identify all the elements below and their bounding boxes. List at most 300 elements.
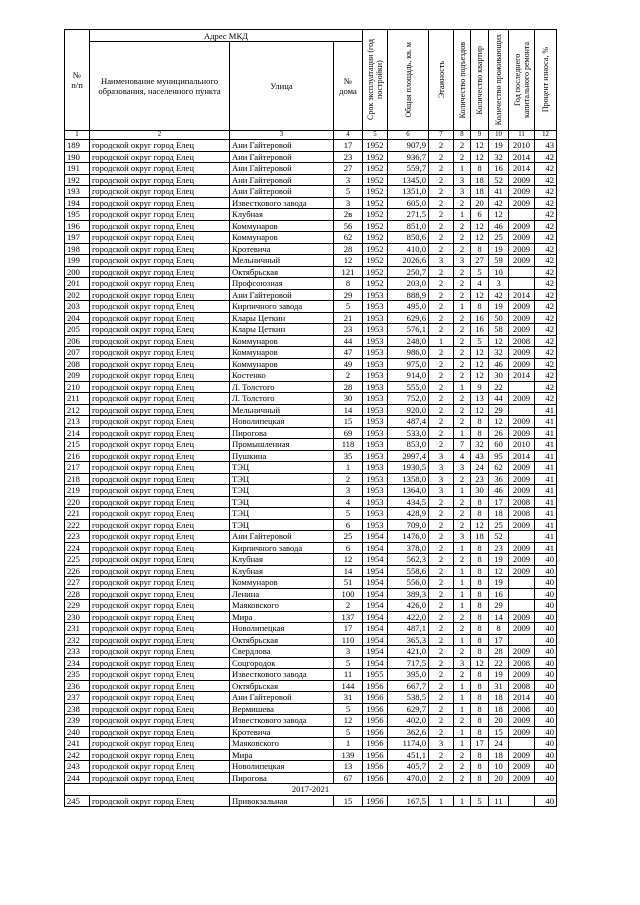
row-num-cell: 216 <box>65 450 90 462</box>
residents-cell: 19 <box>489 243 509 255</box>
year-cell: 1954 <box>363 634 388 646</box>
house-cell: 14 <box>334 565 363 577</box>
repair-year-cell: 2009 <box>509 393 535 405</box>
entrances-cell: 1 <box>454 600 471 612</box>
house-cell: 12 <box>334 715 363 727</box>
area-cell: 250,7 <box>388 266 429 278</box>
municipality-cell: городской округ город Елец <box>90 600 230 612</box>
area-cell: 605,0 <box>388 197 429 209</box>
house-cell: 5 <box>334 703 363 715</box>
area-cell: 487,4 <box>388 416 429 428</box>
repair-year-cell <box>509 404 535 416</box>
wear-percent-cell: 42 <box>535 347 557 359</box>
year-cell: 1952 <box>363 151 388 163</box>
house-cell: 67 <box>334 772 363 784</box>
entrances-cell: 1 <box>454 692 471 704</box>
repair-year-cell: 2014 <box>509 692 535 704</box>
house-cell: 35 <box>334 450 363 462</box>
municipality-cell: городской округ город Елец <box>90 416 230 428</box>
floors-cell: 2 <box>429 772 454 784</box>
table-row <box>65 163 557 175</box>
house-cell: 13 <box>334 761 363 773</box>
municipality-cell: городской округ город Елец <box>90 738 230 750</box>
area-cell: 717,5 <box>388 657 429 669</box>
entrances-cell: 2 <box>454 335 471 347</box>
residents-cell: 3 <box>489 278 509 290</box>
street-cell: Коммунаров <box>230 577 334 589</box>
repair-year-cell: 2010 <box>509 439 535 451</box>
wear-percent-cell: 42 <box>535 393 557 405</box>
area-cell: 986,0 <box>388 347 429 359</box>
wear-percent-cell: 42 <box>535 266 557 278</box>
col-residents-header: Количество проживающих <box>489 30 509 131</box>
year-cell: 1953 <box>363 508 388 520</box>
wear-percent-cell: 40 <box>535 646 557 658</box>
table-row <box>65 186 557 198</box>
floors-cell: 2 <box>429 634 454 646</box>
residents-cell: 32 <box>489 347 509 359</box>
municipality-cell: городской округ город Елец <box>90 795 230 807</box>
wear-percent-cell: 41 <box>535 531 557 543</box>
residents-cell: 12 <box>489 209 509 221</box>
entrances-cell: 2 <box>454 370 471 382</box>
apartments-cell: 17 <box>471 738 489 750</box>
apartments-cell: 8 <box>471 634 489 646</box>
table-row <box>65 266 557 278</box>
wear-percent-cell: 43 <box>535 140 557 152</box>
repair-year-cell: 2009 <box>509 542 535 554</box>
column-number: 7 <box>429 131 454 140</box>
row-num-cell: 195 <box>65 209 90 221</box>
apartments-cell: 16 <box>471 312 489 324</box>
year-cell: 1956 <box>363 715 388 727</box>
row-num-cell: 233 <box>65 646 90 658</box>
entrances-cell: 1 <box>454 634 471 646</box>
apartments-cell: 24 <box>471 462 489 474</box>
entrances-cell: 2 <box>454 140 471 152</box>
floors-cell: 2 <box>429 174 454 186</box>
residents-cell: 19 <box>489 577 509 589</box>
floors-cell: 2 <box>429 404 454 416</box>
house-cell: 5 <box>334 186 363 198</box>
street-cell: Октябрьская <box>230 680 334 692</box>
apartments-cell: 8 <box>471 669 489 681</box>
residents-cell: 25 <box>489 232 509 244</box>
street-cell: Клары Цеткин <box>230 324 334 336</box>
apartments-cell: 18 <box>471 531 489 543</box>
area-cell: 975,0 <box>388 358 429 370</box>
repair-year-cell: 2014 <box>509 151 535 163</box>
municipality-cell: городской округ город Елец <box>90 508 230 520</box>
floors-cell: 2 <box>429 588 454 600</box>
area-cell: 559,7 <box>388 163 429 175</box>
table-row <box>65 312 557 324</box>
col-area-header: Общая площадь, кв. м <box>388 30 429 131</box>
repair-year-cell <box>509 600 535 612</box>
area-cell: 1364,0 <box>388 485 429 497</box>
row-num-cell: 235 <box>65 669 90 681</box>
house-cell: 17 <box>334 623 363 635</box>
area-cell: 167,5 <box>388 795 429 807</box>
row-num-cell: 217 <box>65 462 90 474</box>
row-num-cell: 237 <box>65 692 90 704</box>
floors-cell: 2 <box>429 243 454 255</box>
floors-cell: 2 <box>429 726 454 738</box>
apartments-cell: 12 <box>471 220 489 232</box>
entrances-cell: 2 <box>454 715 471 727</box>
year-cell: 1952 <box>363 278 388 290</box>
house-cell: 28 <box>334 381 363 393</box>
column-number: 2 <box>90 131 230 140</box>
entrances-cell: 2 <box>454 772 471 784</box>
area-cell: 422,0 <box>388 611 429 623</box>
entrances-cell: 2 <box>454 473 471 485</box>
year-cell: 1956 <box>363 703 388 715</box>
table-row <box>65 174 557 186</box>
wear-percent-cell: 40 <box>535 749 557 761</box>
col-street-header: Улица <box>230 42 334 131</box>
repair-year-cell: 2009 <box>509 715 535 727</box>
wear-percent-cell: 42 <box>535 278 557 290</box>
area-cell: 487,1 <box>388 623 429 635</box>
table-row <box>65 565 557 577</box>
row-num-cell: 218 <box>65 473 90 485</box>
house-cell: 5 <box>334 657 363 669</box>
street-cell: Ани Гайтеровой <box>230 531 334 543</box>
apartments-cell: 6 <box>471 209 489 221</box>
house-cell: 5 <box>334 726 363 738</box>
table-row <box>65 427 557 439</box>
wear-percent-cell: 40 <box>535 703 557 715</box>
apartments-cell: 8 <box>471 680 489 692</box>
floors-cell: 3 <box>429 255 454 267</box>
table-row <box>65 473 557 485</box>
row-num-cell: 196 <box>65 220 90 232</box>
apartments-cell: 8 <box>471 301 489 313</box>
year-cell: 1954 <box>363 577 388 589</box>
area-cell: 851,0 <box>388 220 429 232</box>
house-cell: 5 <box>334 508 363 520</box>
street-cell: Л. Толстого <box>230 393 334 405</box>
table-row <box>65 611 557 623</box>
year-cell: 1956 <box>363 738 388 750</box>
area-cell: 402,0 <box>388 715 429 727</box>
municipality-cell: городской округ город Елец <box>90 186 230 198</box>
residents-cell: 31 <box>489 680 509 692</box>
entrances-cell: 1 <box>454 588 471 600</box>
residents-cell: 44 <box>489 393 509 405</box>
repair-year-cell <box>509 738 535 750</box>
table-row <box>65 795 557 807</box>
apartments-cell: 20 <box>471 197 489 209</box>
floors-cell: 2 <box>429 692 454 704</box>
municipality-cell: городской округ город Елец <box>90 726 230 738</box>
apartments-cell: 12 <box>471 370 489 382</box>
residents-cell: 42 <box>489 197 509 209</box>
wear-percent-cell: 40 <box>535 611 557 623</box>
table-row <box>65 370 557 382</box>
house-cell: 31 <box>334 692 363 704</box>
house-cell: 3 <box>334 174 363 186</box>
entrances-cell: 2 <box>454 243 471 255</box>
house-cell: 5 <box>334 301 363 313</box>
residents-cell: 46 <box>489 485 509 497</box>
row-num-cell: 204 <box>65 312 90 324</box>
column-number: 4 <box>334 131 363 140</box>
floors-cell: 2 <box>429 232 454 244</box>
row-num-cell: 197 <box>65 232 90 244</box>
house-cell: 27 <box>334 163 363 175</box>
municipality-cell: городской округ город Елец <box>90 669 230 681</box>
street-cell: Маяковского <box>230 600 334 612</box>
apartments-cell: 18 <box>471 186 489 198</box>
house-cell: 12 <box>334 255 363 267</box>
year-cell: 1954 <box>363 588 388 600</box>
table-row <box>65 485 557 497</box>
street-cell: Костенко <box>230 370 334 382</box>
residents-cell: 59 <box>489 255 509 267</box>
entrances-cell: 2 <box>454 519 471 531</box>
repair-year-cell: 2008 <box>509 335 535 347</box>
house-cell: 3 <box>334 485 363 497</box>
entrances-cell: 3 <box>454 186 471 198</box>
apartments-cell: 5 <box>471 335 489 347</box>
street-cell: ТЭЦ <box>230 485 334 497</box>
entrances-cell: 2 <box>454 496 471 508</box>
apartments-cell: 16 <box>471 324 489 336</box>
apartments-cell: 27 <box>471 255 489 267</box>
street-cell: Мельничный <box>230 255 334 267</box>
street-cell: Коммунаров <box>230 347 334 359</box>
table-row <box>65 289 557 301</box>
year-cell: 1956 <box>363 680 388 692</box>
residents-cell: 10 <box>489 266 509 278</box>
residents-cell: 19 <box>489 301 509 313</box>
row-num-cell: 244 <box>65 772 90 784</box>
apartments-cell: 18 <box>471 174 489 186</box>
repair-year-cell: 2009 <box>509 427 535 439</box>
floors-cell: 2 <box>429 209 454 221</box>
street-cell: Мира <box>230 611 334 623</box>
table-row <box>65 588 557 600</box>
row-num-cell: 221 <box>65 508 90 520</box>
house-cell: 49 <box>334 358 363 370</box>
col-entrances-header: Количество подъездов <box>454 30 471 131</box>
year-cell: 1954 <box>363 542 388 554</box>
wear-percent-cell: 40 <box>535 738 557 750</box>
wear-percent-cell: 40 <box>535 554 557 566</box>
column-number: 6 <box>388 131 429 140</box>
street-cell: Профсоюзная <box>230 278 334 290</box>
apartments-cell: 8 <box>471 623 489 635</box>
apartments-cell: 8 <box>471 243 489 255</box>
year-cell: 1953 <box>363 427 388 439</box>
table-row <box>65 324 557 336</box>
entrances-cell: 2 <box>454 508 471 520</box>
residents-cell: 24 <box>489 738 509 750</box>
repair-year-cell: 2009 <box>509 232 535 244</box>
column-number: 12 <box>535 131 557 140</box>
wear-percent-cell: 40 <box>535 634 557 646</box>
table-row <box>65 669 557 681</box>
area-cell: 1476,0 <box>388 531 429 543</box>
entrances-cell: 1 <box>454 381 471 393</box>
wear-percent-cell: 42 <box>535 381 557 393</box>
entrances-cell: 1 <box>454 577 471 589</box>
municipality-cell: городской округ город Елец <box>90 462 230 474</box>
table-row <box>65 726 557 738</box>
table-row <box>65 715 557 727</box>
street-cell: Ленина <box>230 588 334 600</box>
street-cell: Кротевича <box>230 243 334 255</box>
table-row <box>65 646 557 658</box>
house-cell: 12 <box>334 554 363 566</box>
area-cell: 421,0 <box>388 646 429 658</box>
table-row <box>65 496 557 508</box>
street-cell: Клубная <box>230 209 334 221</box>
apartments-cell: 43 <box>471 450 489 462</box>
table-row <box>65 577 557 589</box>
row-num-cell: 226 <box>65 565 90 577</box>
municipality-cell: городской округ город Елец <box>90 634 230 646</box>
area-cell: 470,0 <box>388 772 429 784</box>
municipality-cell: городской округ город Елец <box>90 301 230 313</box>
apartments-cell: 12 <box>471 347 489 359</box>
area-cell: 426,0 <box>388 600 429 612</box>
area-cell: 405,7 <box>388 761 429 773</box>
year-cell: 1953 <box>363 358 388 370</box>
area-cell: 629,6 <box>388 312 429 324</box>
area-cell: 434,5 <box>388 496 429 508</box>
year-cell: 1953 <box>363 289 388 301</box>
col-apartments-header: Количество квартир <box>471 30 489 131</box>
floors-cell: 2 <box>429 761 454 773</box>
street-cell: ТЭЦ <box>230 519 334 531</box>
residents-cell: 17 <box>489 634 509 646</box>
street-cell: Пирогова <box>230 772 334 784</box>
area-cell: 914,0 <box>388 370 429 382</box>
floors-cell: 2 <box>429 680 454 692</box>
wear-percent-cell: 42 <box>535 163 557 175</box>
repair-year-cell <box>509 209 535 221</box>
entrances-cell: 2 <box>454 278 471 290</box>
street-cell: Известкового завода <box>230 669 334 681</box>
area-cell: 1345,0 <box>388 174 429 186</box>
table-row <box>65 151 557 163</box>
floors-cell: 2 <box>429 646 454 658</box>
apartments-cell: 8 <box>471 600 489 612</box>
year-cell: 1954 <box>363 611 388 623</box>
entrances-cell: 1 <box>454 795 471 807</box>
residents-cell: 52 <box>489 531 509 543</box>
row-num-cell: 209 <box>65 370 90 382</box>
residents-cell: 28 <box>489 646 509 658</box>
residents-cell: 16 <box>489 588 509 600</box>
street-cell: Известкового завода <box>230 715 334 727</box>
table-row <box>65 657 557 669</box>
residents-cell: 62 <box>489 462 509 474</box>
house-cell: 6 <box>334 542 363 554</box>
table-row <box>65 347 557 359</box>
municipality-cell: городской округ город Елец <box>90 393 230 405</box>
residents-cell: 25 <box>489 519 509 531</box>
repair-year-cell: 2009 <box>509 772 535 784</box>
floors-cell: 2 <box>429 427 454 439</box>
col-repair-header: Год последнего капитального ремонта <box>509 30 535 131</box>
entrances-cell: 3 <box>454 657 471 669</box>
row-num-cell: 193 <box>65 186 90 198</box>
row-num-cell: 245 <box>65 795 90 807</box>
entrances-cell: 2 <box>454 761 471 773</box>
column-number: 9 <box>471 131 489 140</box>
floors-cell: 2 <box>429 197 454 209</box>
municipality-cell: городской округ город Елец <box>90 163 230 175</box>
table-row <box>65 450 557 462</box>
municipality-cell: городской округ город Елец <box>90 232 230 244</box>
repair-year-cell <box>509 588 535 600</box>
repair-year-cell: 2009 <box>509 243 535 255</box>
floors-cell: 2 <box>429 163 454 175</box>
house-cell: 121 <box>334 266 363 278</box>
floors-cell: 3 <box>429 485 454 497</box>
floors-cell: 2 <box>429 657 454 669</box>
area-cell: 907,9 <box>388 140 429 152</box>
table-row <box>65 692 557 704</box>
table-row <box>65 519 557 531</box>
col-year-header: Срок эксплуатации (год постройки) <box>363 30 388 131</box>
table-row <box>65 554 557 566</box>
municipality-cell: городской округ город Елец <box>90 496 230 508</box>
repair-year-cell: 2009 <box>509 347 535 359</box>
wear-percent-cell: 42 <box>535 197 557 209</box>
floors-cell: 2 <box>429 220 454 232</box>
table-row <box>65 358 557 370</box>
col-floors-header: Этажность <box>429 30 454 131</box>
floors-cell: 2 <box>429 554 454 566</box>
wear-percent-cell: 41 <box>535 508 557 520</box>
house-cell: 3 <box>334 197 363 209</box>
municipality-cell: городской округ город Елец <box>90 255 230 267</box>
column-number: 5 <box>363 131 388 140</box>
table-row <box>65 335 557 347</box>
area-cell: 533,0 <box>388 427 429 439</box>
entrances-cell: 2 <box>454 289 471 301</box>
row-num-cell: 234 <box>65 657 90 669</box>
residents-cell: 12 <box>489 416 509 428</box>
row-num-cell: 223 <box>65 531 90 543</box>
area-cell: 1930,5 <box>388 462 429 474</box>
street-cell: Коммунаров <box>230 335 334 347</box>
row-num-cell: 238 <box>65 703 90 715</box>
address-group-header: Адрес МКД <box>90 30 363 42</box>
entrances-cell: 2 <box>454 220 471 232</box>
residents-cell: 18 <box>489 703 509 715</box>
residents-cell: 14 <box>489 611 509 623</box>
repair-year-cell <box>509 381 535 393</box>
municipality-cell: городской округ город Елец <box>90 577 230 589</box>
entrances-cell: 7 <box>454 439 471 451</box>
floors-cell: 2 <box>429 715 454 727</box>
floors-cell: 2 <box>429 151 454 163</box>
apartments-cell: 12 <box>471 289 489 301</box>
residents-cell: 23 <box>489 542 509 554</box>
table-row <box>65 416 557 428</box>
street-cell: Коммунаров <box>230 358 334 370</box>
row-num-cell: 190 <box>65 151 90 163</box>
row-num-cell: 203 <box>65 301 90 313</box>
table-row <box>65 197 557 209</box>
year-cell: 1956 <box>363 761 388 773</box>
